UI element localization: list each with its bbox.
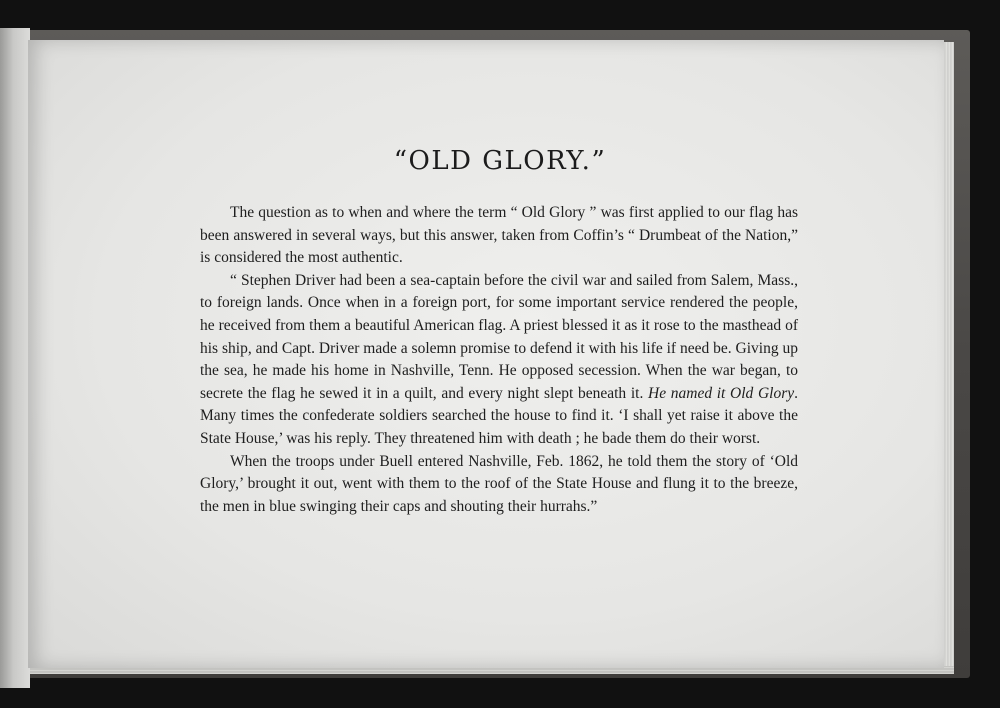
body-text xyxy=(200,202,798,518)
paragraph-2-text-b: . Many times the confederate soldiers searched the house to find it. ‘I shall yet raise it above the State House,’ was his reply. They threatened him with death ; he bade them do their worst. xyxy=(200,384,798,447)
page-title: “OLD GLORY.” xyxy=(393,146,607,176)
paragraph-1: The question as to when and where the term “ Old Glory ” was first applied to our flag has been answered in several ways, but this answer, taken from Coffin’s “ Drumbeat of the Nation,” is considered the most authentic. xyxy=(200,204,798,267)
paragraph-2 xyxy=(200,270,798,451)
paragraph-3: When the troops under Buell entered Nashville, Feb. 1862, he told them the story of ‘Old Glory,’ brought it out, went with them to the roof of the State House and flung it to the breeze, the men in blue swinging their caps and shouting their hurrahs.” xyxy=(200,452,798,515)
paragraph-2-text-a: “ Stephen Driver had been a sea-captain before the civil war and sailed from Salem, Mass., to foreign lands. Once when in a foreign port, for some important service rendered the people, he received from them a beautiful American flag. A priest blessed it as it rose to the masthead of his ship, and Capt. Driver made a solemn promise to defend it with his life if need be. Giving up the sea, he made his home in Nashville, Tenn. He opposed secession. When the war began, to secrete the flag he sewed it in a quilt, and every night slept beneath it. xyxy=(200,271,798,402)
paragraph-2-italic-phrase: He named it Old Glory xyxy=(648,384,795,402)
left-page-edge xyxy=(0,28,30,688)
